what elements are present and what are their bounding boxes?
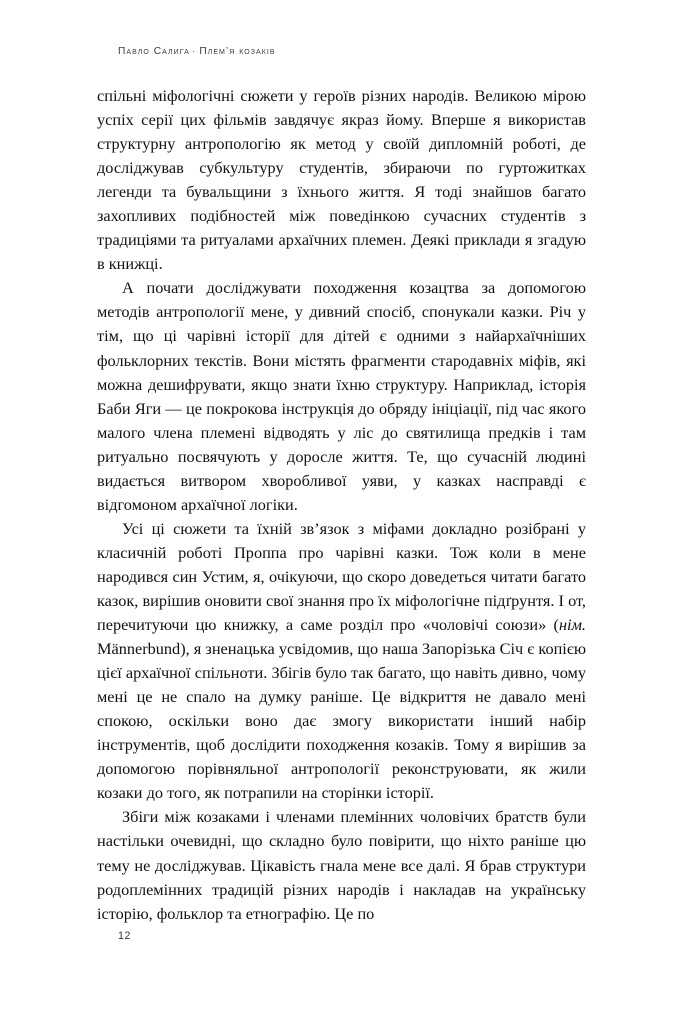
paragraph-1: спільні міфологічні сюжети у героїв різних народів. Великою мірою успіх серії цих фільмів завдячує якраз йому. Вперше я використав структурну антропологію як метод у своїй дипломній роботі, де досліджував субкультуру студентів, збираючи по гуртожитках легенди та бувальщини з їхнього життя. Я тоді знайшов багато захопливих подібностей між поведінкою сучасних студентів з традиціями та ритуалами архаїчних племен. Деякі приклади я згадую в книжці. bbox=[97, 86, 586, 274]
running-header-book-title: Плем’я козаків bbox=[199, 46, 276, 57]
paragraph-2: А почати досліджувати походження козацтва за допомогою методів антропології мене, у дивний спосіб, спонукали казки. Річ у тім, що ці чарівні історії для дітей є одними з найархаїчніших фольклорних текстів. Вони містять фрагменти стародавніх міфів, які можна дешифрувати, якщо знати їхню структуру. Наприклад, історія Баби Яги — це покрокова інструкція до обряду ініціації, під час якого малого члена племені відводять у ліс до святилища предків і там ритуально посвячують у доросле життя. Те, що сучасній людині видається витвором хворобливої уяви, у казках насправді є відгомоном архаїчної логіки. bbox=[97, 278, 586, 514]
paragraph-3: Усі ці сюжети та їхній зв’язок з міфами докладно розібрані у класичній роботі Проппа про чарівні казки. Тож коли в мене народився син Устим, я, очікуючи, що скоро доведеться читати багато казок, вирішив оновити свої знання про їх міфологічне підґрунтя. І от, перечитуючи цю книжку, а саме розділ про «чоловічі союзи» (нім. Männerbund), я зненацька усвідомив, що наша Запорізька Січ є копією цієї архаїчної спільноти. Збігів було так багато, що навіть дивно, чому мені це не спало на думку раніше. Це відкриття не давало мені спокою, оскільки воно дає змогу використати інший набір інструментів, щоб дослідити походження козаків. Тому я вирішив за допомогою порівняльної антропології реконструювати, як жили козаки до того, як потрапили на сторінки історії. bbox=[97, 518, 586, 803]
running-header bbox=[118, 47, 276, 57]
body-text-block bbox=[97, 84, 586, 926]
running-header-separator: · bbox=[191, 46, 197, 57]
italic-abbreviation: нім. bbox=[558, 615, 586, 635]
running-header-author: Павло Салига bbox=[118, 46, 190, 57]
page-number: 12 bbox=[118, 930, 131, 942]
paragraph-4: Збіги між козаками і членами племінних чоловічих братств були настільки очевидні, що складно було повірити, що ніхто раніше цю тему не досліджував. Цікавість гнала мене все далі. Я брав структури родоплемінних традицій різних народів і накладав на українську історію, фольклор та етнографію. Це по bbox=[97, 807, 586, 923]
